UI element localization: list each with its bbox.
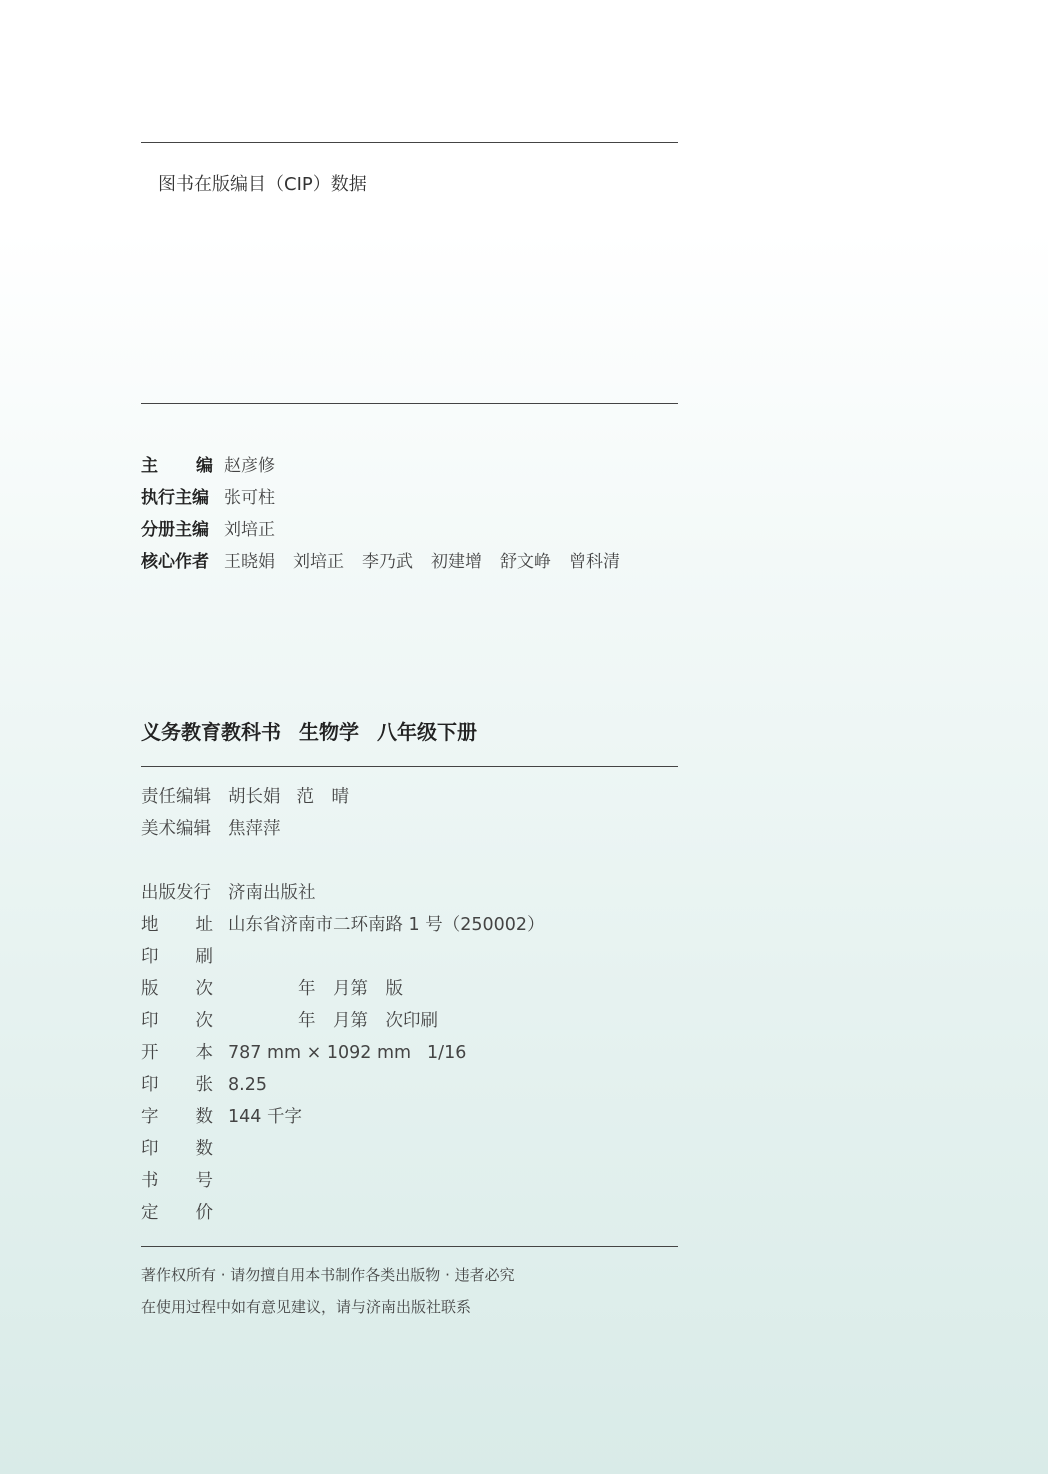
detail-row: [141, 783, 701, 815]
label-text: 印: [141, 1075, 159, 1095]
detail-value: [228, 1199, 244, 1231]
field-label: [141, 879, 213, 911]
footer-line: 在使用过程中如有意见建议，请与济南出版社联系: [141, 1298, 472, 1316]
detail-value-part: 范 晴: [296, 787, 349, 807]
editor-names: [224, 548, 638, 580]
label-text: 分册主编: [141, 520, 209, 540]
detail-value: [228, 1167, 244, 1199]
editor-name: 刘培正: [293, 552, 344, 572]
editor-name: 刘培正: [224, 520, 275, 540]
label-text: 数: [195, 1107, 213, 1127]
label-text: 价: [195, 1203, 213, 1223]
field-label: [141, 1135, 213, 1167]
label-text: 刷: [195, 947, 213, 967]
footer: [141, 1262, 515, 1326]
editor-name: 张可柱: [224, 488, 275, 508]
editor-row: [141, 548, 638, 580]
editor-name: 赵彦修: [224, 456, 275, 476]
detail-value-part: 年 月第 版: [228, 979, 403, 999]
rule-cip-bottom: [141, 403, 678, 404]
label-text: 责任编辑: [141, 787, 211, 807]
label-text: 出版发行: [141, 883, 211, 903]
detail-value-part: 山东省济南市二环南路 1 号（250002）: [228, 915, 545, 935]
detail-row: [141, 1199, 701, 1231]
field-label: [141, 975, 213, 1007]
detail-row: [141, 911, 701, 943]
detail-row: [141, 943, 701, 975]
label-text: 本: [195, 1043, 213, 1063]
detail-value: [228, 975, 419, 1007]
detail-value: [228, 1039, 482, 1071]
detail-value-part: 年 月第 次印刷: [228, 1011, 438, 1031]
editors-section: [141, 452, 638, 580]
editor-name: 初建增: [431, 552, 482, 572]
field-label: [141, 815, 213, 847]
detail-value: [228, 943, 244, 975]
label-text: 版: [141, 979, 159, 999]
book-title-part: 八年级下册: [377, 720, 477, 744]
detail-value: [228, 1071, 283, 1103]
detail-value: [228, 911, 561, 943]
label-text: 张: [195, 1075, 213, 1095]
label-text: 地: [141, 915, 159, 935]
detail-value: [228, 783, 365, 815]
detail-value: [228, 879, 332, 911]
field-label: [141, 484, 213, 516]
editor-name: 舒文峥: [500, 552, 551, 572]
detail-row: [141, 1167, 701, 1199]
cip-title: 图书在版编目（CIP）数据: [158, 174, 367, 195]
label-text: 印: [141, 1139, 159, 1159]
detail-value-part: 787 mm × 1092 mm: [228, 1043, 412, 1063]
detail-value-part: 济南出版社: [228, 883, 316, 903]
detail-row: [141, 1039, 701, 1071]
editor-name: 李乃武: [362, 552, 413, 572]
publication-section: [141, 879, 701, 1231]
field-label: [141, 516, 213, 548]
detail-row: [141, 815, 701, 847]
label-text: 数: [195, 1139, 213, 1159]
rule-title: [141, 766, 678, 767]
editor-name: 王晓娟: [224, 552, 275, 572]
field-label: [141, 1103, 213, 1135]
field-label: [141, 548, 213, 580]
editor-name: 曾科清: [569, 552, 620, 572]
detail-row: [141, 1103, 701, 1135]
editor-row: [141, 484, 638, 516]
label-text: 编: [196, 456, 213, 476]
label-text: 号: [195, 1171, 213, 1191]
field-label: [141, 452, 213, 484]
detail-row: [141, 1071, 701, 1103]
field-label: [141, 1071, 213, 1103]
book-title-part: 生物学: [299, 720, 359, 744]
detail-value-part: 1/16: [427, 1043, 467, 1063]
label-text: 美术编辑: [141, 819, 211, 839]
label-text: 主: [141, 456, 158, 476]
field-label: [141, 1167, 213, 1199]
responsibility-section: [141, 783, 701, 847]
editor-names: [224, 516, 293, 548]
label-text: 址: [195, 915, 213, 935]
rule-footer: [141, 1246, 678, 1247]
detail-row: [141, 879, 701, 911]
field-label: [141, 1199, 213, 1231]
editor-names: [224, 484, 293, 516]
editor-row: [141, 452, 638, 484]
rule-top: [141, 142, 678, 143]
detail-value-part: 144 千字: [228, 1107, 302, 1127]
footer-line: 著作权所有 · 请勿擅自用本书制作各类出版物 · 违者必究: [141, 1266, 515, 1284]
label-text: 开: [141, 1043, 159, 1063]
editor-row: [141, 516, 638, 548]
detail-value: [228, 1135, 244, 1167]
detail-value-part: 8.25: [228, 1075, 267, 1095]
label-text: 次: [195, 1011, 213, 1031]
detail-row: [141, 1007, 701, 1039]
label-text: 印: [141, 947, 159, 967]
field-label: [141, 911, 213, 943]
field-label: [141, 1007, 213, 1039]
label-text: 字: [141, 1107, 159, 1127]
detail-row: [141, 1135, 701, 1167]
label-text: 定: [141, 1203, 159, 1223]
field-label: [141, 783, 213, 815]
field-label: [141, 1039, 213, 1071]
field-label: [141, 943, 213, 975]
book-title-part: 义务教育教科书: [141, 720, 281, 744]
label-text: 核心作者: [141, 552, 209, 572]
detail-value: [228, 815, 297, 847]
detail-value: [228, 1103, 318, 1135]
detail-value-part: 胡长娟: [228, 787, 281, 807]
label-text: 书: [141, 1171, 159, 1191]
detail-row: [141, 975, 701, 1007]
label-text: 印: [141, 1011, 159, 1031]
label-text: 次: [195, 979, 213, 999]
detail-value-part: 焦萍萍: [228, 819, 281, 839]
detail-value: [228, 1007, 454, 1039]
label-text: 执行主编: [141, 488, 209, 508]
book-title: [141, 716, 495, 745]
editor-names: [224, 452, 293, 484]
